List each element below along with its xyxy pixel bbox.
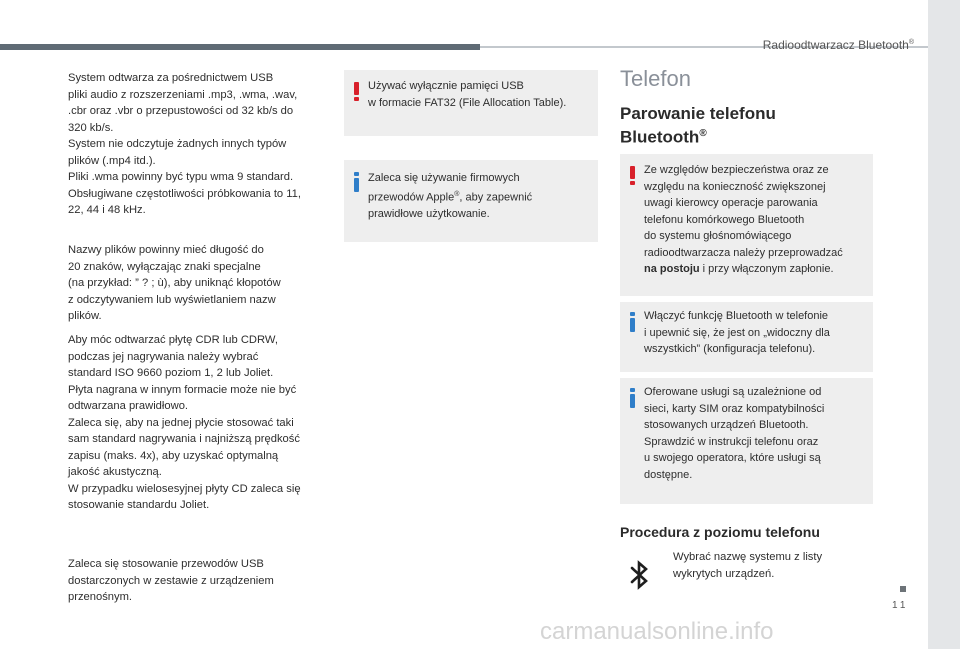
usb-cables-paragraph: Zaleca się stosowanie przewodów USB dostarczonych w zestawie z urządzeniem przenośnym. [68,558,274,603]
info-box-enable-bluetooth [620,302,873,372]
warning-fat32-text: Używać wyłącznie pamięci USB w formacie FAT32 (File Allocation Table). [368,80,567,109]
info-box-services [620,378,873,504]
page-marker-icon [900,586,906,592]
info-apple-text: Zaleca się używanie firmowych przewodów Apple®, aby zapewnić prawidłowe użytkowanie. [368,172,533,220]
warning-pairing-text: Ze względów bezpieczeństwa oraz ze względu na konieczność zwiększonej uwagi kierowcy operacje parowania telefonu komórkowego Bluetooth do systemu głośnomówiącego radioodtwarzacza należy przeprowadzać na postoju i przy włączonym zapłonie. [644,164,843,275]
page-number: 11 [892,600,909,611]
warning-box-fat32 [344,70,598,136]
procedure-step-text: Wybrać nazwę systemu z listy wykrytych urządzeń. [673,551,823,580]
info-enable-bluetooth-text: Włączyć funkcję Bluetooth w telefonie i upewnić się, że jest on „widoczny dla wszystkich” (konfiguracja telefonu). [644,310,830,355]
watermark: carmanualsonline.info [540,618,774,645]
usb-audio-formats-paragraph: System odtwarza za pośrednictwem USB pliki audio z rozszerzeniami .mp3, .wma, .wav, .cbr oraz .vbr o przepustowości od 32 kb/s do 320 kb/s. System nie odczytuje żadnych innych typów plików (.mp4 itd.). Pliki .wma powinny być typu wma 9 standard. Obsługiwane częstotliwości próbkowania to 11, 22, 44 i 48 kHz. [68,72,301,216]
section-title-telefon: Telefon [620,66,691,91]
pairing-heading: Parowanie telefonu Bluetooth® [620,104,776,147]
header-title: Radioodtwarzacz Bluetooth® [762,38,914,52]
info-services-text: Oferowane usługi są uzależnione od sieci, karty SIM oraz kompatybilności stosowanych urządzeń Bluetooth. Sprawdzić w instrukcji telefonu oraz u swojego operatora, które usługi są dostępne. [644,386,825,481]
header-rule-dark [0,44,480,50]
bluetooth-icon [626,558,652,592]
page-edge-strip [928,0,960,649]
info-box-apple-cables [344,160,598,242]
file-names-paragraph: Nazwy plików powinny mieć długość do 20 znaków, wyłączając znaki specjalne (na przykład: ” ? ; ù), aby uniknąć kłopotów z odczytywaniem lub wyświetlaniem nazw plików. [68,244,281,322]
warning-box-pairing-safety [620,154,873,296]
cd-recording-paragraph: Aby móc odtwarzać płytę CDR lub CDRW, podczas jej nagrywania należy wybrać standard ISO 9660 poziom 1, 2 lub Joliet. Płyta nagrana w innym formacie może nie być odtwarzana prawidłowo. Zaleca się, aby na jednej płycie stosować taki sam standard nagrywania i najniższą prędkość zapisu (maks. 4x), aby uzyskać optymalną jakość akustyczną. W przypadku wielosesyjnej płyty CD zaleca się stosowanie standardu Joliet. [68,334,301,511]
procedure-heading: Procedura z poziomu telefonu [620,524,820,540]
